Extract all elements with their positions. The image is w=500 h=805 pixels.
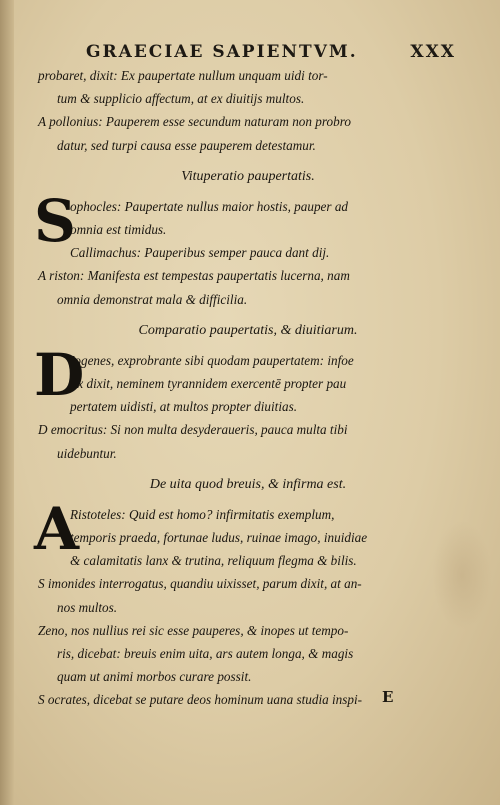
text-line: S ocrates, dicebat se putare deos hominum uana studia inspi- [38, 692, 363, 708]
text-line: ris, dicebat: breuis enim uita, ars autem longa, & magis [57, 646, 354, 662]
paragraph [38, 619, 458, 689]
text-line: pertatem uidisti, at multos propter diuitias. [70, 399, 298, 415]
dropcap-paragraph [34, 340, 458, 419]
page-gutter-shadow [0, 0, 14, 805]
text-line: ophocles: Paupertate nullus maior hostis, pauper ad [70, 198, 349, 214]
text-line: probaret, dixit: Ex paupertate nullum unquam uidi tor- [38, 68, 328, 83]
section-heading: Vituperatio paupertatis. [181, 168, 315, 184]
paragraph [38, 572, 458, 618]
text-line: Zeno, nos nullius rei sic esse pauperes, & inopes ut tempo- [38, 622, 349, 638]
text-line: A riston: Manifesta est tempestas paupertatis lucerna, nam [38, 268, 350, 284]
paragraph [38, 418, 458, 464]
text-line: A pollonius: Pauperem esse secundum naturam non probro [38, 114, 351, 130]
text-line: lix dixit, neminem tyrannidem exercentē propter pau [70, 376, 347, 392]
paragraph [38, 64, 458, 110]
drop-capital: D [34, 340, 85, 409]
paragraph [38, 110, 458, 156]
folio-number: XXX [410, 42, 456, 62]
text-line: datur, sed turpi causa esse pauperem detestamur. [57, 137, 316, 153]
paragraph [38, 688, 458, 711]
running-title: GRAECIAE SAPIENTVM. [86, 42, 358, 62]
text-line: D emocritus: Si non multa desyderaueris, pauca multa tibi [38, 422, 348, 438]
text-line: temporis praeda, fortunae ludus, ruinae imago, inuidiae [70, 530, 368, 546]
text-line: quam ut animi morbos curare possit. [57, 669, 252, 685]
drop-capital: S [34, 186, 76, 255]
text-line: & calamitatis lanx & trutina, reliquum flegma & bilis. [70, 553, 357, 569]
text-line: nos multos. [57, 599, 118, 615]
text-line: Ristoteles: Quid est homo? infirmitatis exemplum, [70, 506, 335, 522]
drop-capital: A [34, 494, 80, 563]
dropcap-paragraph [34, 494, 458, 573]
catchword: E [382, 688, 394, 706]
text-line: Callimachus: Pauperibus semper pauca dant dij. [70, 245, 330, 261]
text-line: S imonides interrogatus, quandiu uixisset, parum dixit, at an- [38, 576, 362, 592]
text-line: tum & supplicio affectum, at ex diuitijs multos. [57, 91, 305, 107]
running-head [86, 38, 456, 66]
paragraph [38, 264, 458, 310]
section-heading: De uita quod breuis, & infirma est. [149, 476, 347, 492]
text-line: omnia demonstrat mala & difficilia. [57, 291, 248, 307]
paragraph [38, 241, 458, 264]
text-body [34, 64, 458, 712]
section-heading: Comparatio paupertatis, & diuitiarum. [138, 322, 358, 338]
text-line: omnia est timidus. [70, 222, 167, 238]
text-line: Iogenes, exprobrante sibi quodam paupertatem: infoe [70, 352, 354, 368]
text-line: uidebuntur. [57, 445, 117, 461]
